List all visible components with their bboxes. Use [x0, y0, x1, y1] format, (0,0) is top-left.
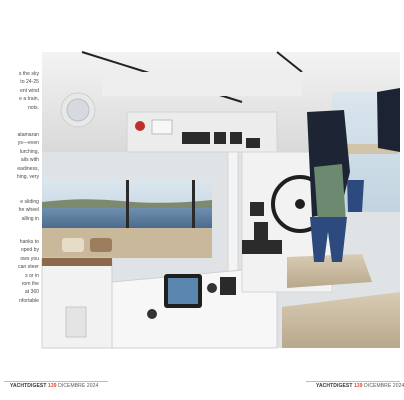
text-line: s or in [25, 272, 39, 279]
text-line: e sliding [20, 199, 39, 205]
alarm-button-icon [135, 121, 145, 131]
throttle-knob-icon [207, 283, 217, 293]
text-line: rom the [21, 281, 39, 288]
text-line: nots. [27, 104, 39, 111]
text-line: he wheel [18, 207, 39, 214]
text-line: alling in [21, 215, 39, 222]
person-green-top [314, 164, 346, 224]
speaker-grille [67, 99, 89, 121]
vent-grille [66, 307, 86, 337]
footer-date: DICEMBRE 2024 [58, 383, 99, 389]
text-line: ys—even [17, 140, 39, 147]
text-line: can steer [18, 264, 39, 271]
footer-magazine-name: YACHTDIGEST [316, 383, 353, 389]
sofa-cushion [90, 238, 112, 252]
article-text-column [0, 0, 42, 360]
text-line: hanks to [19, 239, 39, 245]
window-mullion [192, 180, 195, 228]
article-paragraph-1 [19, 70, 39, 112]
galley-worktop [42, 258, 112, 266]
window-mullion [126, 180, 129, 228]
footer-date: DICEMBRE 2024 [364, 383, 404, 389]
text-line: s the sky [18, 71, 39, 77]
footer-rule-right [306, 381, 400, 382]
text-line: ent wind [20, 87, 39, 94]
switch-panel [250, 202, 264, 216]
second-person [377, 88, 400, 152]
article-paragraph-3 [19, 198, 39, 223]
text-line: lurching, [19, 148, 39, 155]
display-screen [182, 132, 210, 144]
footer-magazine-name: YACHTDIGEST [10, 383, 47, 389]
text-line: ails with [20, 157, 39, 164]
sofa-cushion [62, 238, 84, 252]
chartplotter-screen [168, 278, 198, 304]
catamaran-helm-photo [42, 52, 400, 348]
flybridge-bench [282, 292, 400, 348]
control-knob-icon [147, 309, 157, 319]
engine-control [220, 277, 236, 295]
helm-seat [287, 254, 372, 288]
footer-left [10, 383, 98, 389]
gauge-display [246, 138, 260, 148]
article-paragraph-2 [17, 131, 39, 181]
footer-page-number: 139 [353, 383, 363, 389]
switch-panel [152, 120, 172, 134]
ceiling-beam [102, 72, 302, 96]
gauge-display [214, 132, 226, 144]
footer-page-number: 139 [47, 383, 57, 389]
text-line: to 24-25 [20, 79, 39, 86]
text-line: e a train, [19, 96, 39, 103]
switch-panel [254, 222, 268, 242]
second-person-jeans [347, 180, 364, 212]
footer-rule-left [4, 381, 108, 382]
article-paragraph-4 [18, 238, 39, 305]
gauge-row [242, 240, 282, 254]
text-line: nfortable [19, 297, 39, 304]
text-line: hing, very [16, 174, 39, 181]
text-line: oped by [20, 247, 39, 254]
text-line: at 360 [24, 289, 39, 296]
footer-right [316, 383, 404, 389]
gauge-display [230, 132, 242, 144]
text-line: eadiness, [17, 165, 39, 172]
text-line: atamaran [17, 132, 39, 138]
text-line: ows you [20, 255, 39, 262]
wheel-hub [295, 199, 305, 209]
